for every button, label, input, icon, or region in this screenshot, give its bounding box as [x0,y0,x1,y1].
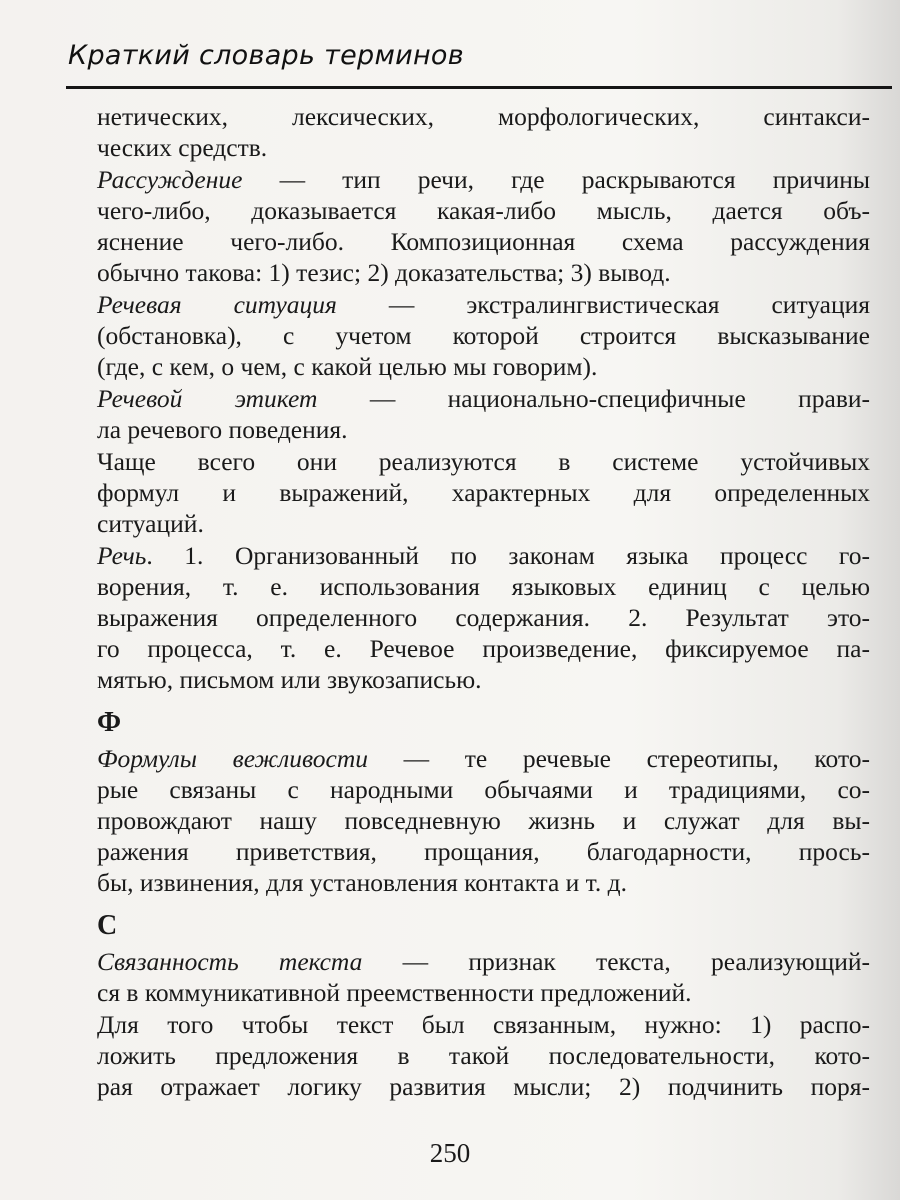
line-text: (где, с кем, о чем, с какой целью мы говорим). [97,352,598,381]
line-text: го процесса, т. е. Речевое произведение, фиксируемое па- [97,634,870,663]
term: Формулы вежливости [97,744,368,773]
running-header: Краткий словарь терминов [68,40,464,71]
text-line [97,743,870,774]
line-text: обычно такова: 1) тезис; 2) доказательства; 3) вывод. [97,258,671,287]
text-line [97,1071,870,1102]
text-line [97,383,870,414]
text-line [97,540,870,571]
line-text: — те речевые стереотипы, кото- [367,744,870,773]
page-body [97,101,870,1103]
line-text: — тип речи, где раскрываются причины [242,165,870,194]
paragraph [97,743,870,898]
text-line [97,602,870,633]
line-text: нетических, лексических, морфологических, синтакси- [97,102,870,131]
paragraph [97,540,870,695]
text-line [97,132,870,163]
line-text: рые связаны с народными обычаями и традициями, со- [97,775,870,804]
text-line [97,977,870,1008]
section-letter: С [97,910,118,941]
term: Речевой этикет [97,384,318,413]
line-text: ражения приветствия, прощания, благодарности, прось- [97,837,870,866]
text-line [97,633,870,664]
term: Речь [97,541,147,570]
page-number: 250 [429,1138,471,1168]
line-text: Для того чтобы текст был связанным, нужно: 1) распо- [97,1010,870,1039]
text-line [97,446,870,477]
line-text: . 1. Организованный по законам языка процесс го- [146,541,870,570]
line-text: ворения, т. е. использования языковых единиц с целью [97,572,870,601]
text-line [97,1009,870,1040]
text-line [97,508,870,539]
text-line [97,320,870,351]
header-rule [66,86,892,89]
term: Речевая ситуация [97,290,337,319]
paragraph [97,383,870,445]
line-text: ложить предложения в такой последовательности, кото- [97,1041,870,1070]
line-text: ситуаций. [97,509,204,538]
line-text: формул и выражений, характерных для определенных [97,478,870,507]
text-line [97,774,870,805]
line-text: Чаще всего они реализуются в системе устойчивых [97,447,870,476]
text-line [97,1040,870,1071]
line-text: (обстановка), с учетом которой строится высказывание [97,321,870,350]
line-text: ла речевого поведения. [97,415,348,444]
text-line [97,414,870,445]
term: Рассуждение [97,165,243,194]
text-line [97,101,870,132]
line-text: — национально-специфичные прави- [317,384,870,413]
text-line [97,477,870,508]
paragraph [97,946,870,1008]
line-text: — экстралингвистическая ситуация [336,290,871,319]
paragraph [97,1009,870,1102]
text-line [97,571,870,602]
text-line [97,257,870,288]
text-line [97,946,870,977]
text-line [97,195,870,226]
paragraph [97,164,870,288]
section-letter: Ф [97,707,122,738]
text-line [97,664,870,695]
text-line [97,836,870,867]
text-line [97,226,870,257]
text-line [97,867,870,898]
text-line [97,289,870,320]
text-line [97,351,870,382]
line-text: яснение чего-либо. Композиционная схема рассуждения [97,227,870,256]
line-text: ся в коммуникативной преемственности предложений. [97,978,692,1007]
text-line [97,164,870,195]
line-text: чего-либо, доказывается какая-либо мысль, дается объ- [97,196,870,225]
paragraph [97,446,870,539]
line-text: рая отражает логику развития мысли; 2) подчинить поря- [97,1072,870,1101]
line-text: бы, извинения, для установления контакта и т. д. [97,868,627,897]
paragraph [97,101,870,163]
paragraph [97,289,870,382]
line-text: выражения определенного содержания. 2. Результат это- [97,603,870,632]
text-line [97,805,870,836]
term: Связанность текста [97,947,363,976]
line-text: ческих средств. [97,133,268,162]
line-text: — признак текста, реализующий- [362,947,871,976]
line-text: провождают нашу повседневную жизнь и служат для вы- [97,806,870,835]
line-text: мятью, письмом или звукозаписью. [97,665,482,694]
